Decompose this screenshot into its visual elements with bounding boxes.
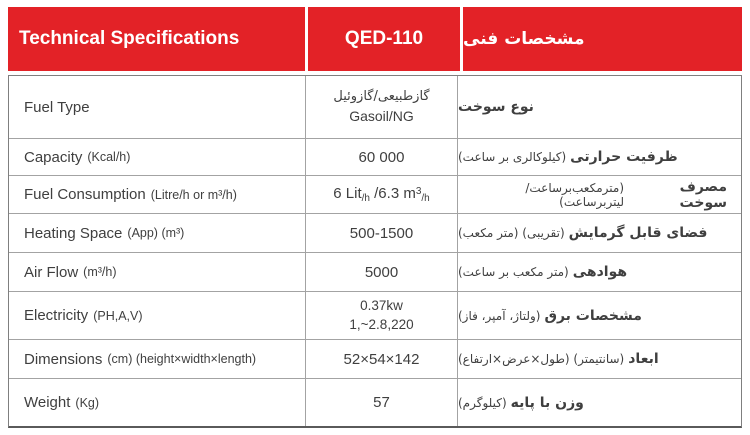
row-dimensions bbox=[9, 339, 741, 378]
spec-value: 60 000 bbox=[358, 148, 405, 166]
spec-label-fa-cell bbox=[457, 214, 741, 252]
spec-value: 5000 bbox=[364, 263, 399, 281]
spec-label-fa-note: (سانتیمتر) (طول×عرض×ارتفاع) bbox=[458, 352, 625, 366]
row-electricity bbox=[9, 291, 741, 339]
spec-label-cell bbox=[9, 76, 305, 138]
spec-label-fa-cell bbox=[457, 139, 741, 175]
spec-value: 57 bbox=[373, 394, 390, 411]
spec-label: Electricity bbox=[24, 307, 89, 324]
spec-label-fa-note: (کیلوگرم) bbox=[458, 395, 507, 410]
row-air-flow bbox=[9, 252, 741, 291]
spec-label-cell bbox=[9, 379, 305, 426]
spec-label-fa: نوع سوخت bbox=[458, 99, 534, 115]
spec-label: Weight bbox=[24, 394, 71, 411]
spec-label-fa: مصرف سوخت bbox=[679, 178, 727, 211]
spec-label-note: (App) (m³) bbox=[127, 226, 185, 240]
spec-label-fa-note: (مترمکعب‌برساعت/ لیتربرساعت) bbox=[525, 180, 624, 209]
spec-value-cell bbox=[305, 176, 457, 213]
spec-label-note: (PH,A,V) bbox=[93, 308, 143, 323]
spec-label-fa: فضای قابل گرمایش bbox=[568, 225, 708, 241]
spec-label-note: (Litre/h or m³/h) bbox=[150, 187, 237, 202]
spec-value-cell bbox=[305, 139, 457, 175]
header-title-en: Technical Specifications bbox=[8, 7, 305, 71]
spec-value: 6 Lit$_{/h}$ /6.3 $m^3_{/h}$ bbox=[333, 185, 430, 204]
spec-label-cell bbox=[9, 340, 305, 378]
spec-label-fa-note: (کیلوکالری بر ساعت) bbox=[458, 150, 567, 164]
spec-label-fa-note: (متر مکعب بر ساعت) bbox=[458, 265, 569, 279]
table-header bbox=[8, 7, 742, 71]
spec-label-note: (cm) (height×width×length) bbox=[107, 352, 257, 366]
spec-label-cell bbox=[9, 292, 305, 339]
spec-value-cell bbox=[305, 214, 457, 252]
spec-label-fa: هوادهی bbox=[572, 264, 628, 280]
spec-value-cell bbox=[305, 340, 457, 378]
spec-label-fa-cell bbox=[457, 176, 741, 213]
spec-label: Dimensions bbox=[24, 350, 103, 368]
spec-label-cell bbox=[9, 176, 305, 213]
row-fuel-consumption bbox=[9, 175, 741, 213]
spec-label-note: (Kcal/h) bbox=[87, 150, 131, 164]
spec-label: Fuel Consumption bbox=[24, 186, 146, 203]
spec-label: Fuel Type bbox=[24, 98, 90, 116]
spec-value-cell bbox=[305, 76, 457, 138]
spec-table bbox=[8, 75, 742, 428]
row-weight bbox=[9, 378, 741, 426]
spec-label-cell bbox=[9, 253, 305, 291]
header-model-name: QED-110 bbox=[308, 7, 460, 71]
spec-value: 52×54×142 bbox=[343, 350, 420, 368]
spec-value-cell bbox=[305, 292, 457, 339]
row-fuel-type bbox=[9, 76, 741, 138]
spec-label-fa: ابعاد bbox=[628, 351, 659, 367]
spec-label-fa: مشخصات برق bbox=[544, 307, 642, 324]
spec-label-cell bbox=[9, 214, 305, 252]
spec-label-fa-cell bbox=[457, 253, 741, 291]
row-capacity bbox=[9, 138, 741, 175]
spec-label: Air Flow bbox=[24, 263, 79, 281]
spec-label-fa-note: (تقریبی) (متر مکعب) bbox=[458, 226, 565, 240]
header-title-fa: مشخصات فنی bbox=[463, 7, 742, 71]
spec-label-fa-cell bbox=[457, 340, 741, 378]
spec-value-fa: گازطبیعی/گازوئیل bbox=[333, 89, 430, 105]
spec-value: 500-1500 bbox=[349, 224, 414, 242]
spec-label-fa: ظرفیت حرارتی bbox=[570, 149, 678, 165]
spec-label: Capacity bbox=[24, 148, 83, 166]
spec-value-en: Gasoil/NG bbox=[349, 108, 414, 125]
spec-label-fa-cell bbox=[457, 292, 741, 339]
spec-label-fa-cell bbox=[457, 379, 741, 426]
spec-label-note: (Kg) bbox=[75, 395, 100, 410]
spec-label-fa-cell bbox=[457, 76, 741, 138]
spec-label: Heating Space bbox=[24, 224, 123, 242]
spec-value-line1: 0.37kw bbox=[360, 298, 403, 314]
spec-value-line2: 1,~2.8,220 bbox=[349, 316, 414, 332]
spec-label-note: (m³/h) bbox=[83, 265, 117, 279]
spec-label-fa-note: (ولتاژ، آمپر، فاز) bbox=[458, 308, 541, 323]
spec-label-cell bbox=[9, 139, 305, 175]
spec-label-fa: وزن با پایه bbox=[510, 394, 584, 411]
row-heating-space bbox=[9, 213, 741, 252]
spec-value-cell bbox=[305, 253, 457, 291]
spec-value-cell bbox=[305, 379, 457, 426]
